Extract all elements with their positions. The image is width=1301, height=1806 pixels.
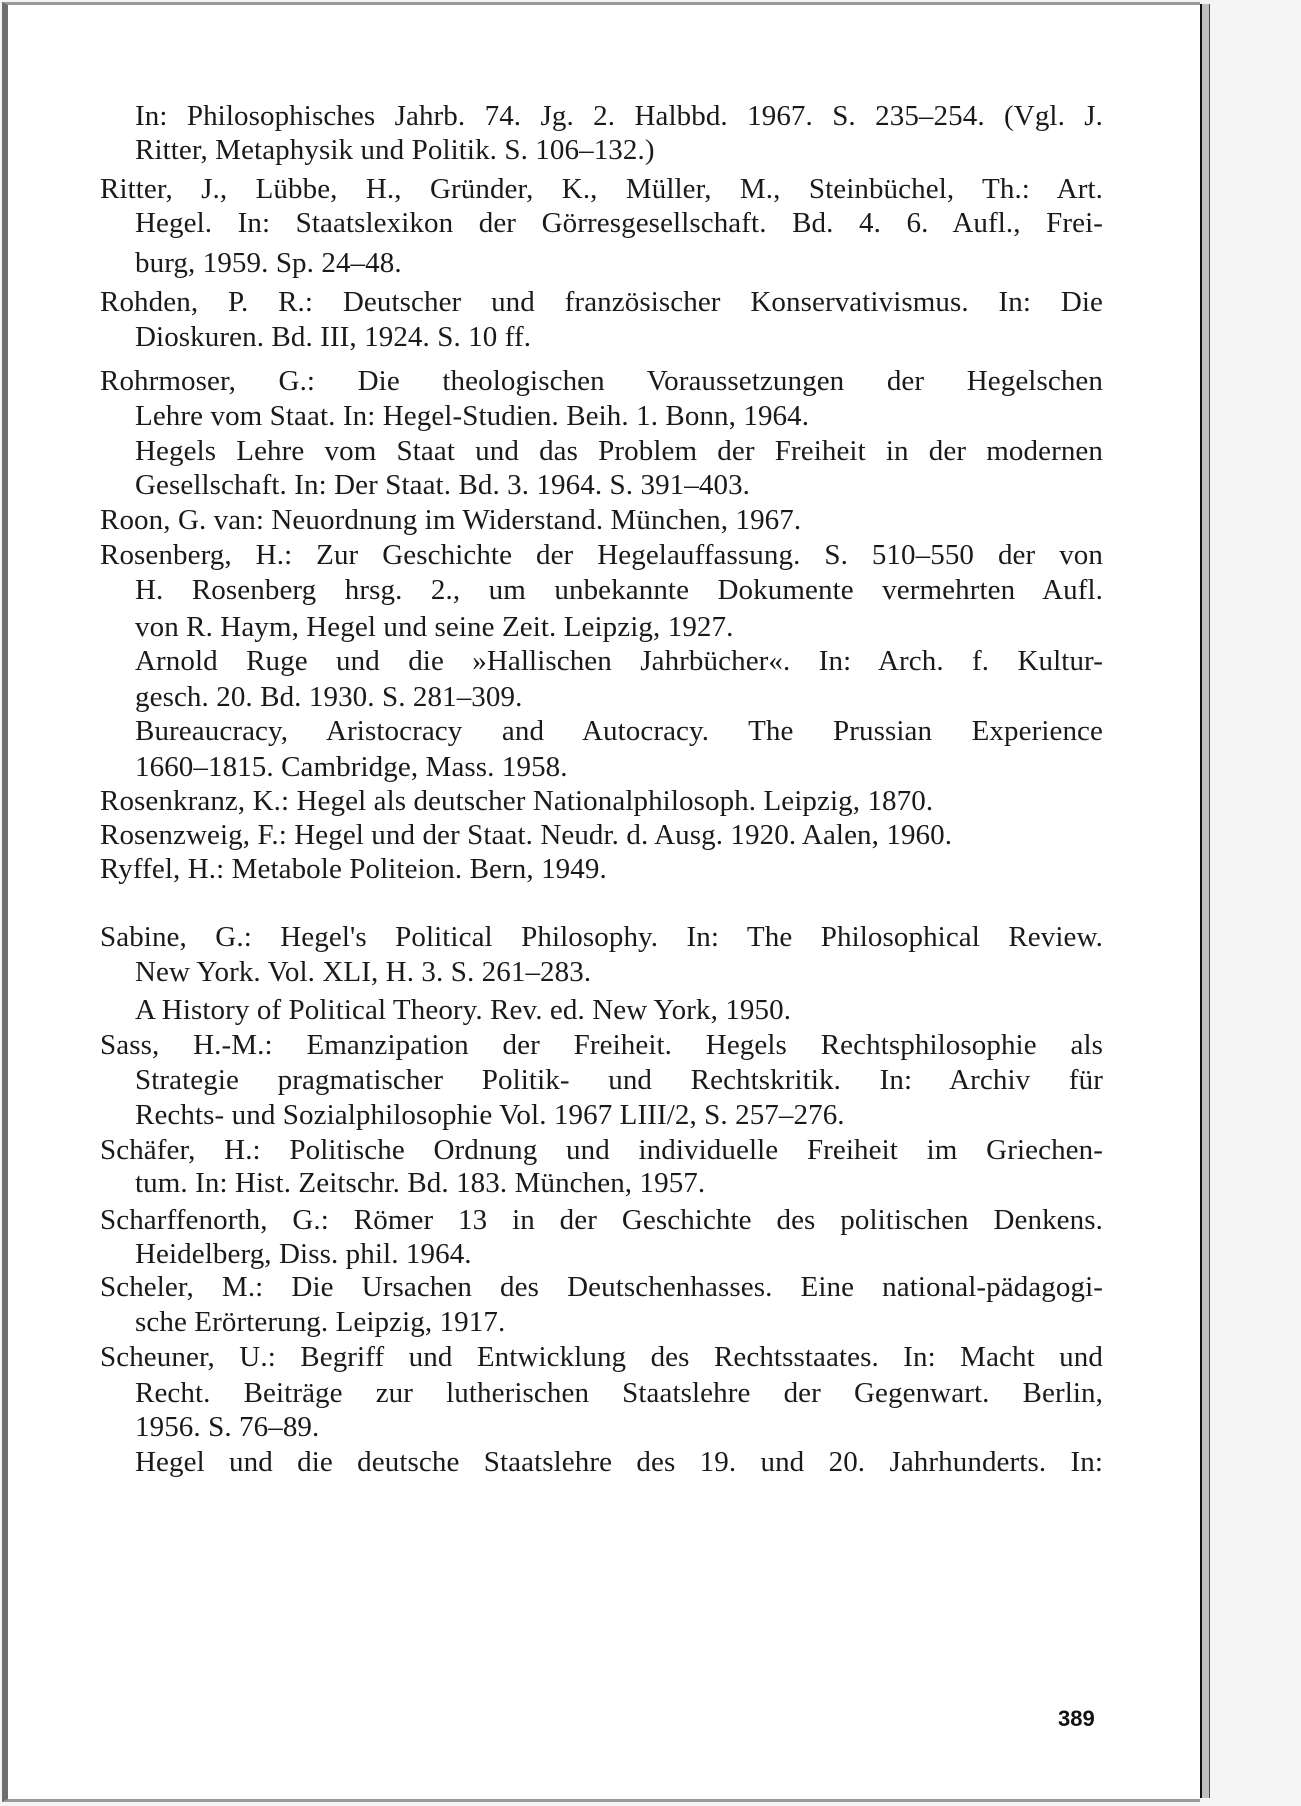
bib-line: tum. In: Hist. Zeitschr. Bd. 183. München, 1957.: [135, 1167, 706, 1199]
bib-line: A History of Political Theory. Rev. ed. New York, 1950.: [135, 994, 792, 1026]
bib-entry-ryffel: Ryffel, H.: Metabole Politeion. Bern, 1949.: [100, 853, 607, 885]
bib-line: 1956. S. 76–89.: [135, 1411, 320, 1443]
bib-line: burg, 1959. Sp. 24–48.: [135, 247, 402, 279]
bib-line: Lehre vom Staat. In: Hegel-Studien. Beih. 1. Bonn, 1964.: [135, 400, 810, 432]
bib-line: 1660–1815. Cambridge, Mass. 1958.: [135, 751, 568, 783]
bib-entry-roon: Roon, G. van: Neuordnung im Widerstand. München, 1967.: [100, 504, 802, 536]
page-number: 389: [1058, 1706, 1095, 1731]
page-edge-shadow: [1200, 4, 1210, 1798]
bib-line: Ritter, Metaphysik und Politik. S. 106–132.): [135, 134, 655, 166]
bib-line: gesch. 20. Bd. 1930. S. 281–309.: [135, 681, 523, 713]
bib-entry-schaefer: Schäfer, H.: Politische Ordnung und individuelle Freiheit im Griechen-: [100, 1134, 1103, 1166]
bib-line: Strategie pragmatischer Politik- und Rechtskritik. In: Archiv für: [135, 1064, 1103, 1096]
bib-line: Hegels Lehre vom Staat und das Problem der Freiheit in der modernen: [135, 435, 1103, 467]
bib-line: Bureaucracy, Aristocracy and Autocracy. The Prussian Experience: [135, 715, 1103, 747]
bib-line: Rechts- und Sozialphilosophie Vol. 1967 LIII/2, S. 257–276.: [135, 1099, 845, 1131]
bib-entry-rosenkranz: Rosenkranz, K.: Hegel als deutscher Nationalphilosoph. Leipzig, 1870.: [100, 785, 934, 817]
bib-entry-rohden: Rohden, P. R.: Deutscher und französischer Konservativismus. In: Die: [100, 286, 1103, 318]
bib-line: H. Rosenberg hrsg. 2., um unbekannte Dokumente vermehrten Aufl.: [135, 574, 1103, 606]
bib-line: Dioskuren. Bd. III, 1924. S. 10 ff.: [135, 321, 532, 353]
bib-line: Hegel und die deutsche Staatslehre des 19. und 20. Jahrhunderts. In:: [135, 1446, 1103, 1478]
bib-entry-sass: Sass, H.-M.: Emanzipation der Freiheit. Hegels Rechtsphilosophie als: [100, 1029, 1103, 1061]
bib-entry-scheler: Scheler, M.: Die Ursachen des Deutschenhasses. Eine national-pädagogi-: [100, 1271, 1103, 1303]
bib-line: Gesellschaft. In: Der Staat. Bd. 3. 1964. S. 391–403.: [135, 469, 751, 501]
bib-line: In: Philosophisches Jahrb. 74. Jg. 2. Halbbd. 1967. S. 235–254. (Vgl. J.: [135, 100, 1103, 132]
bib-line: Hegel. In: Staatslexikon der Görresgesellschaft. Bd. 4. 6. Aufl., Frei-: [135, 207, 1103, 239]
bib-entry-ritter: Ritter, J., Lübbe, H., Gründer, K., Müller, M., Steinbüchel, Th.: Art.: [100, 173, 1103, 205]
bib-entry-rohrmoser: Rohrmoser, G.: Die theologischen Voraussetzungen der Hegelschen: [100, 365, 1103, 397]
bib-entry-rosenberg: Rosenberg, H.: Zur Geschichte der Hegelauffassung. S. 510–550 der von: [100, 539, 1103, 571]
bib-line: Heidelberg, Diss. phil. 1964.: [135, 1238, 472, 1270]
bib-line: New York. Vol. XLI, H. 3. S. 261–283.: [135, 956, 592, 988]
bib-line: sche Erörterung. Leipzig, 1917.: [135, 1306, 506, 1338]
bib-entry-rosenzweig: Rosenzweig, F.: Hegel und der Staat. Neudr. d. Ausg. 1920. Aalen, 1960.: [100, 819, 953, 851]
bib-entry-scheuner: Scheuner, U.: Begriff und Entwicklung des Rechtsstaates. In: Macht und: [100, 1341, 1103, 1373]
bib-entry-scharffenorth: Scharffenorth, G.: Römer 13 in der Geschichte des politischen Denkens.: [100, 1204, 1103, 1236]
bib-line: Recht. Beiträge zur lutherischen Staatslehre der Gegenwart. Berlin,: [135, 1377, 1103, 1409]
bib-line: Arnold Ruge und die »Hallischen Jahrbücher«. In: Arch. f. Kultur-: [135, 645, 1103, 677]
bib-line: von R. Haym, Hegel und seine Zeit. Leipzig, 1927.: [135, 611, 734, 643]
bib-entry-sabine: Sabine, G.: Hegel's Political Philosophy. In: The Philosophical Review.: [100, 921, 1103, 953]
